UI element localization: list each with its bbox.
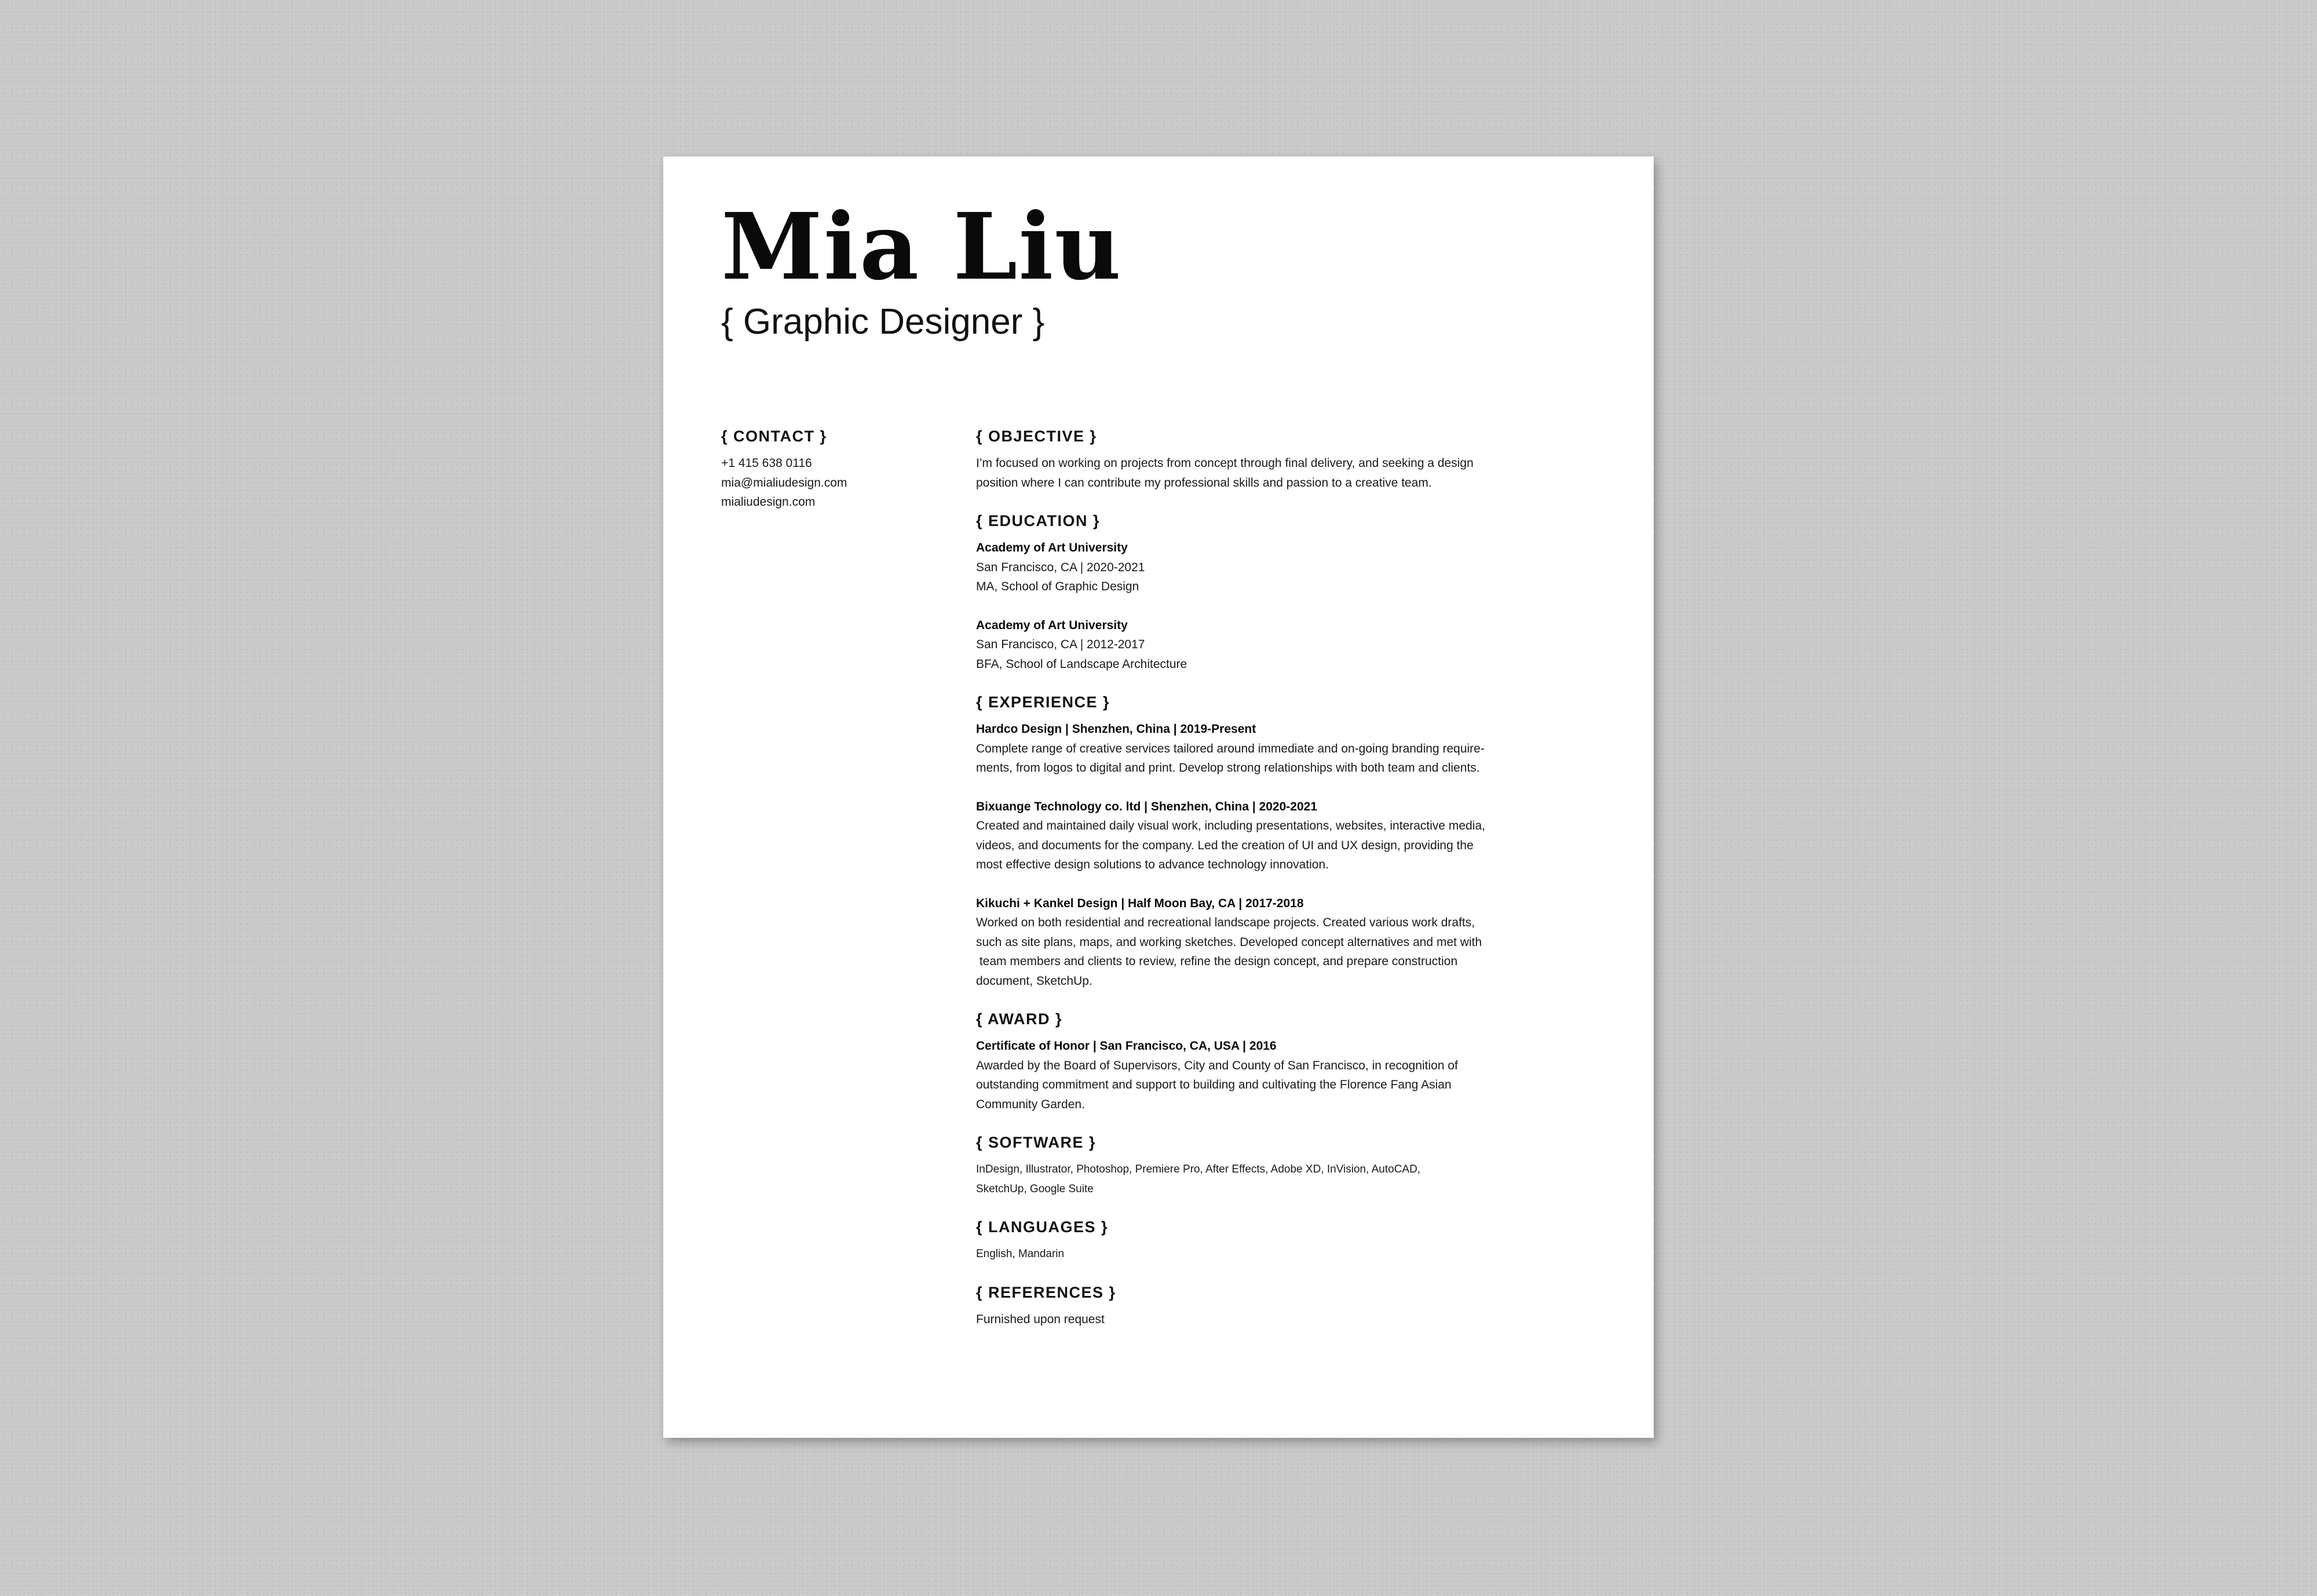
experience-description: team members and clients to review, refine the design concept, and prepare construction: [976, 955, 1458, 968]
experience-entry: [976, 797, 1578, 875]
experience-description: Complete range of creative services tailored around immediate and on-going branding require-: [976, 742, 1485, 755]
objective-heading: { OBJECTIVE }: [976, 428, 1097, 445]
experience-description: most effective design solutions to advance technology innovation.: [976, 858, 1329, 871]
resume-name: Mia Liu: [721, 193, 1123, 301]
experience-description: such as site plans, maps, and working sketches. Developed concept alternatives and met with: [976, 935, 1482, 949]
experience-title: Bixuange Technology co. ltd | Shenzhen, China | 2020-2021: [976, 799, 1317, 813]
award-heading: { AWARD }: [976, 1010, 1063, 1028]
education-detail: San Francisco, CA | 2012-2017: [976, 638, 1145, 651]
main-column: [976, 429, 1578, 1350]
education-section: [976, 513, 1578, 674]
education-entry: [976, 538, 1578, 597]
objective-section: [976, 429, 1578, 492]
software-list: SketchUp, Google Suite: [976, 1182, 1094, 1195]
software-section: [976, 1135, 1578, 1199]
award-title: Certificate of Honor | San Francisco, CA, USA | 2016: [976, 1039, 1277, 1053]
experience-title: Kikuchi + Kankel Design | Half Moon Bay, CA | 2017-2018: [976, 896, 1304, 910]
contact-phone: +1 415 638 0116: [721, 456, 812, 470]
education-school: Academy of Art University: [976, 541, 1128, 554]
objective-line: I’m focused on working on projects from concept through final delivery, and seeking a design: [976, 456, 1474, 470]
award-section: [976, 1011, 1578, 1114]
software-heading: { SOFTWARE }: [976, 1134, 1097, 1151]
objective-line: position where I can contribute my professional skills and passion to a creative team.: [976, 476, 1432, 490]
resume-page: [663, 156, 1654, 1438]
experience-heading: { EXPERIENCE }: [976, 693, 1110, 711]
education-school: Academy of Art University: [976, 618, 1128, 632]
resume-job-title: { Graphic Designer }: [721, 302, 1045, 342]
languages-section: [976, 1219, 1578, 1264]
experience-entry: [976, 894, 1578, 991]
experience-section: [976, 695, 1578, 991]
education-detail: MA, School of Graphic Design: [976, 580, 1139, 593]
education-detail: BFA, School of Landscape Architecture: [976, 657, 1187, 671]
references-heading: { REFERENCES }: [976, 1283, 1116, 1301]
contact-section: [721, 429, 941, 512]
experience-entry: [976, 720, 1578, 778]
education-entry: [976, 616, 1578, 674]
award-description: Awarded by the Board of Supervisors, City and County of San Francisco, in recognition of: [976, 1058, 1458, 1072]
software-list: InDesign, Illustrator, Photoshop, Premiere Pro, After Effects, Adobe XD, InVision, AutoCAD,: [976, 1163, 1421, 1175]
award-description: outstanding commitment and support to building and cultivating the Florence Fang Asian: [976, 1078, 1452, 1091]
contact-email: mia@mialiudesign.com: [721, 476, 847, 490]
award-description: Community Garden.: [976, 1097, 1085, 1111]
experience-description: videos, and documents for the company. Led the creation of UI and UX design, providing the: [976, 838, 1474, 852]
experience-title: Hardco Design | Shenzhen, China | 2019-Present: [976, 722, 1256, 736]
experience-description: Created and maintained daily visual work, including presentations, websites, interactive media,: [976, 819, 1485, 832]
contact-heading: { CONTACT }: [721, 428, 827, 445]
experience-description: document, SketchUp.: [976, 974, 1092, 988]
languages-heading: { LANGUAGES }: [976, 1218, 1109, 1236]
experience-description: Worked on both residential and recreational landscape projects. Created various work drafts,: [976, 916, 1475, 929]
contact-website: mialiudesign.com: [721, 495, 816, 509]
references-section: [976, 1285, 1578, 1330]
references-text: Furnished upon request: [976, 1312, 1105, 1326]
education-heading: { EDUCATION }: [976, 512, 1101, 529]
languages-list: English, Mandarin: [976, 1248, 1065, 1260]
experience-description: ments, from logos to digital and print. Develop strong relationships with both team and clients.: [976, 761, 1480, 775]
education-detail: San Francisco, CA | 2020-2021: [976, 560, 1145, 574]
